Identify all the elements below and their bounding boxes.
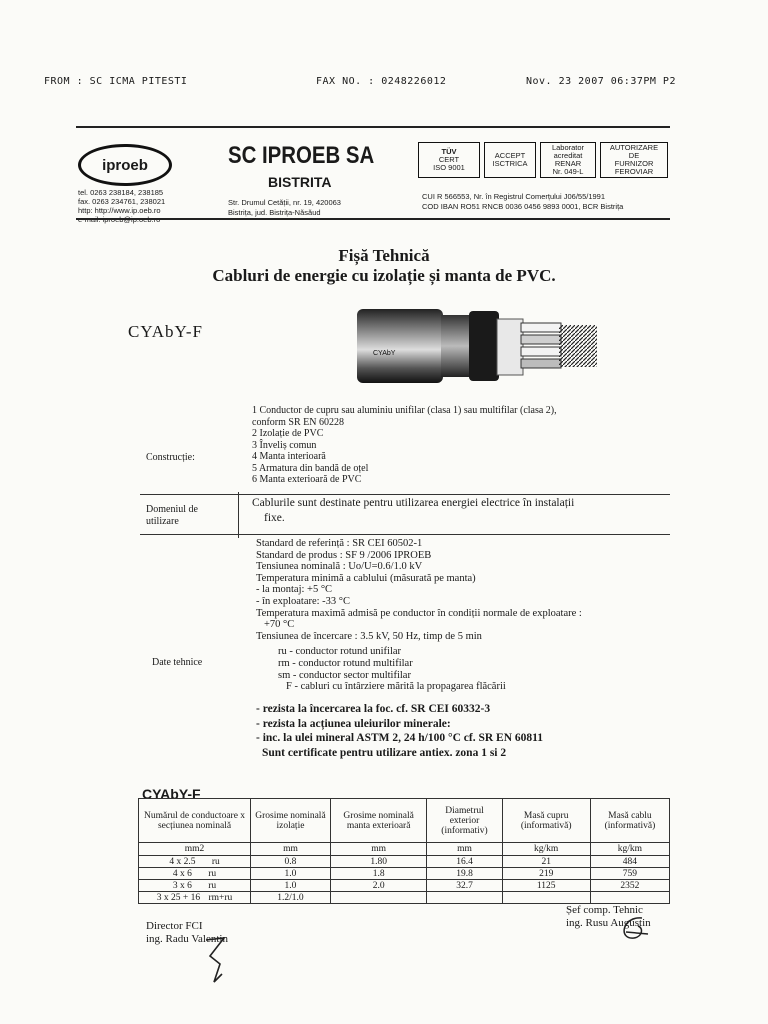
suffix-item: ru - conductor rotund unifilar [278,646,402,657]
table-cell [590,892,669,904]
table-cell: 19.8 [427,868,502,880]
signatory-role: Director FCI [146,920,203,932]
logo-text: iproeb [102,156,148,174]
accept-badge [484,142,536,178]
letterhead-top-rule [76,126,670,128]
contact-phone: tel. 0263 238184, 238185 [78,188,164,197]
construction-list [252,405,557,486]
resistance-line: - rezista la încercarea la foc. cf. SR CEI 60332-3 [256,703,491,715]
document-title: Fișă Tehnică [338,246,430,265]
technical-line: Standard de produs : SF 9 /2006 IPROEB [256,549,432,561]
usage-label-line: utilizare [146,516,179,527]
badge-text: AUTORIZARE [609,143,659,152]
iproeb-logo [78,144,172,186]
common-covering [497,319,523,375]
usage-vertical-rule [238,492,239,538]
cable-image-label: CYAbY [373,350,396,357]
resistance-line: - inc. la ulei mineral ASTM 2, 24 h/100 °C cf. SR EN 60811 [256,732,543,744]
header-copper-mass: Masă cupru (informativă) [502,799,590,843]
table-cell: 1.80 [330,856,427,868]
table-cell [427,892,502,904]
section-divider [140,534,670,535]
conductor-type: rm+ru [208,892,233,903]
table-cell: 21 [502,856,590,868]
badge-text: FURNIZOR [614,159,654,168]
cable-code: CYAbY-F [128,322,204,341]
construction-item: 6 Manta exterioară de PVC [252,474,362,485]
badge-text: TÜV [441,147,457,156]
table-cell: 1125 [502,880,590,892]
table-cell: 2352 [590,880,669,892]
fire-oil-resistance [256,702,543,760]
technical-line: - la montaj: +5 °C [256,584,333,596]
usage-text-line: Cablurile sunt destinate pentru utilizarea energiei electrice în instalații [252,497,575,509]
conductor-cell [139,880,251,892]
construction-label: Construcție: [146,452,195,463]
construction-item: 2 Izolație de PVC [252,428,324,439]
badge-text: ISCTRICA [492,159,528,168]
section-value: 4 x 2.5 [169,856,196,867]
usage-text [252,496,574,526]
construction-item: 5 Armatura din bandă de oțel [252,462,369,474]
conductor-suffix-list [278,646,506,693]
contact-fax: fax. 0263 234761, 238021 [78,197,166,206]
header-diameter: Diametrul exterior (informativ) [427,799,502,843]
fax-date-time: Nov. 23 2007 06:37PM P2 [526,76,676,87]
address-line: Str. Drumul Cetății, nr. 19, 420063 [228,198,341,207]
badge-text: Nr. 049-L [552,167,584,176]
unit-cell: mm2 [139,843,251,856]
steel-armour [469,311,499,381]
table-cell: 32.7 [427,880,502,892]
table-cell: 16.4 [427,856,502,868]
badge-text: RENAR [554,159,582,168]
cable-specs-table [138,798,670,904]
section-value: 3 x 6 [172,880,192,891]
table-cell [330,892,427,904]
resistance-line: - rezista la acțiunea uleiurilor minerale: [256,717,451,730]
technical-line: Tensiunea de încercare : 3.5 kV, 50 Hz, timp de 5 min [256,630,482,642]
badge-text: CERT [438,155,460,164]
section-value: 3 x 25 + 16 [156,892,201,903]
section-value: 4 x 6 [172,868,192,879]
technical-line: Tensiunea nominală : Uo/U=0.6/1.0 kV [256,561,423,573]
table-cell: 1.0 [251,880,331,892]
badge-text: ISO 9001 [433,163,465,172]
header-outer-sheath: Grosime nominală manta exterioară [330,799,427,843]
table-row [139,856,670,868]
technical-line: - în exploatare: -33 °C [256,595,351,607]
address-line: Bistrița, jud. Bistrița-Năsăud [228,208,321,217]
signatory-name: ing. Rusu Augustin [566,917,651,929]
suffix-item: F - cabluri cu întârziere mărită la propagarea flăcării [286,681,506,693]
conductor-type: ru [208,880,217,891]
table-cell: 219 [502,868,590,880]
header-cable-mass: Masă cablu (informativă) [590,799,669,843]
technical-line: +70 °C [264,619,295,631]
usage-text-line: fixe. [264,512,285,524]
outer-sheath [357,309,443,383]
left-handwritten-signature [196,930,246,990]
technical-line: Temperatura minimă a cablului (măsurată pe manta) [256,572,476,584]
unit-cell: mm [330,843,427,856]
resistance-line: Sunt certificate pentru utilizare antiex. zona 1 si 2 [262,746,507,759]
badge-text: DE [628,151,640,160]
header-insulation: Grosime nominală izolație [251,799,331,843]
conductor-cell [139,856,251,868]
table-row [139,868,670,880]
company-city: BISTRITA [268,174,332,190]
stranded-conductors [559,325,597,367]
conductor-type: ru [211,856,220,867]
renar-badge [540,142,596,178]
unit-cell: mm [427,843,502,856]
registry-block [422,192,623,212]
table-header-row [139,799,670,843]
table-cell: 0.8 [251,856,331,868]
badge-text: FEROVIAR [614,167,654,176]
tuv-badge [418,142,480,178]
section-divider [140,494,670,495]
table-cell [502,892,590,904]
contact-web: http: http://www.ip.oeb.ro [78,206,161,215]
fax-from: FROM : SC ICMA PITESTI [44,76,188,87]
table-cell: 1.0 [251,868,331,880]
badge-text: acreditat [553,151,583,160]
conductor-type: ru [208,868,217,879]
badge-text: ACCEPT [494,151,526,160]
construction-item: conform SR EN 60228 [252,416,344,428]
header-conductors: Numărul de conductoare x secțiunea nominală [139,799,251,843]
usage-label [146,504,198,528]
table-row [139,880,670,892]
table-heading: CYAbY-F [142,786,201,802]
table-cell: 2.0 [330,880,427,892]
unit-cell: mm [251,843,331,856]
technical-lines [256,538,582,642]
feroviar-badge [600,142,668,178]
conductor-cell [139,868,251,880]
technical-line: Standard de referință : SR CEI 60502-1 [256,538,423,549]
registry-line: COD IBAN RO51 RNCB 0036 0456 9893 0001, BCR Bistrița [422,202,624,211]
usage-label-line: Domeniul de [146,504,198,515]
construction-item: 1 Conductor de cupru sau aluminiu unifilar (clasa 1) sau multifilar (clasa 2), [252,405,557,416]
fax-number: FAX NO. : 0248226012 [316,76,447,87]
suffix-item: rm - conductor rotund multifilar [278,657,413,669]
table-cell: 1.2/1.0 [251,892,331,904]
unit-cell: kg/km [502,843,590,856]
right-handwritten-signature [612,912,652,946]
suffix-item: sm - conductor sector multifilar [278,669,411,681]
registry-line: CUI R 566553, Nr. în Registrul Comerțului J06/55/1991 [422,192,606,201]
badge-text: Laborator [551,143,585,152]
technical-line: Temperatura maximă admisă pe conductor în condiții normale de exploatare : [256,607,582,619]
conductor-cell [139,892,251,904]
company-name: SC IPROEB SA [228,142,375,169]
table-units-row [139,843,670,856]
cable-cross-section-image [355,305,600,387]
technical-label: Date tehnice [152,657,203,668]
table-row [139,892,670,904]
table-cell: 1.8 [330,868,427,880]
construction-item: 4 Manta interioară [252,451,326,462]
table-cell: 759 [590,868,669,880]
inner-sheath [441,315,471,377]
construction-item: 3 Înveliș comun [252,439,317,451]
signatory-role: Șef comp. Tehnic [566,904,643,916]
table-cell: 484 [590,856,669,868]
unit-cell: kg/km [590,843,669,856]
letterhead-bottom-rule [76,218,670,220]
document-subtitle: Cabluri de energie cu izolație și manta de PVC. [212,266,556,285]
signatory-name: ing. Radu Valentin [146,933,228,945]
address-block [228,198,341,218]
insulated-cores [521,323,561,368]
